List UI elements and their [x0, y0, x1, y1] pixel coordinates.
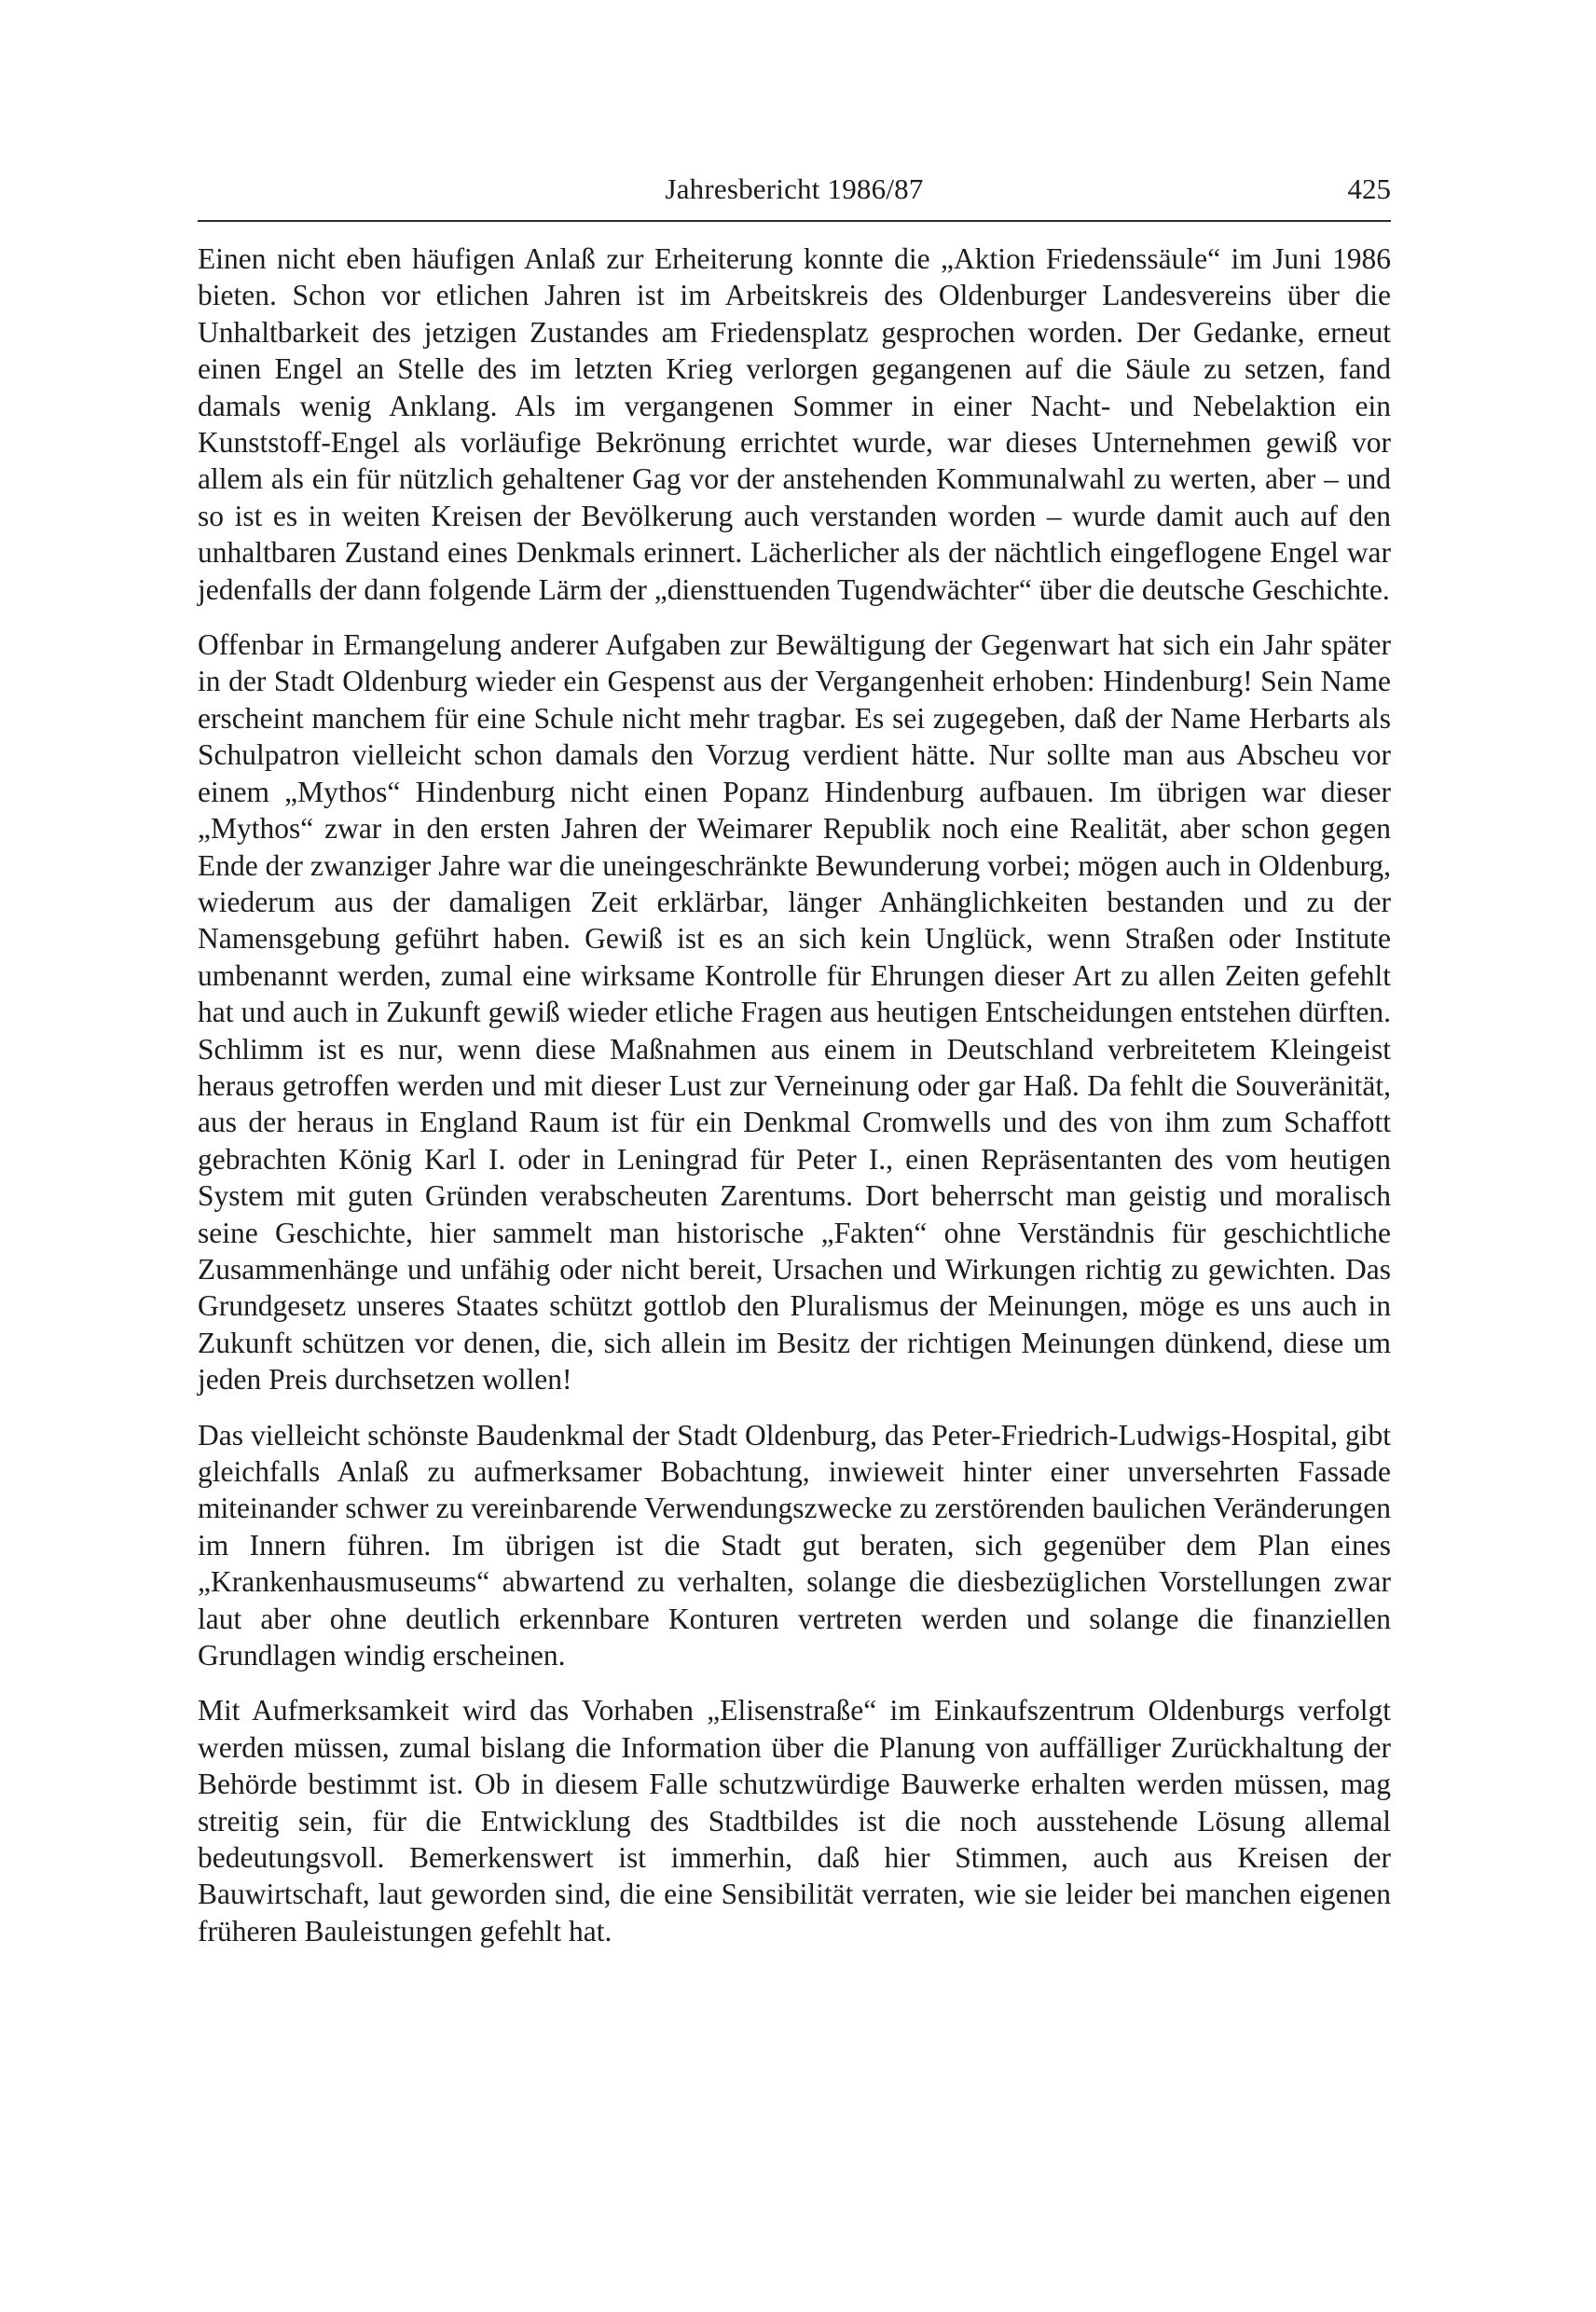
paragraph-hospital: Das vielleicht schönste Baudenkmal der Stadt Oldenburg, das Peter-Friedrich-Ludwigs-Hospital, gibt gleichfalls Anlaß zu aufmerksamer Bobachtung, inwieweit hinter einer unversehrten Fassade miteinander schwer zu vereinbarende Verwendungszwecke zu zerstörenden baulichen Veränderungen im Innern führen. Im übrigen ist die Stadt gut beraten, sich gegenüber dem Plan eines „Krankenhausmuseums“ abwartend zu verhalten, solange die diesbezüglichen Vorstellungen zwar laut aber ohne deutlich erkennbare Konturen vertreten werden und solange die finanziellen Grundlagen windig erscheinen. [198, 1418, 1391, 1672]
page-number: 425 [1347, 172, 1391, 205]
running-head-title: Jahresbericht 1986/87 [665, 172, 924, 205]
header-rule [198, 220, 1391, 222]
paragraph-hindenburg: Offenbar in Ermangelung anderer Aufgaben zur Bewältigung der Gegenwart hat sich ein Jahr später in der Stadt Oldenburg wieder ein Gespenst aus der Vergangenheit erhoben: Hindenburg! Sein Name erscheint manchem für eine Schule nicht mehr tragbar. Es sei zugegeben, daß der Name Herbarts als Schulpatron vielleicht schon damals den Vorzug verdient hätte. Nur sollte man aus Abscheu vor einem „Mythos“ Hindenburg nicht einen Popanz Hindenburg aufbauen. Im übrigen war dieser „Mythos“ zwar in den ersten Jahren der Weimarer Republik noch eine Realität, aber schon gegen Ende der zwanziger Jahre war die uneingeschränkte Bewunderung vorbei; mögen auch in Oldenburg, wiederum aus der damaligen Zeit erklärbar, länger Anhänglichkeiten bestanden und zu der Namensgebung geführt haben. Gewiß ist es an sich kein Unglück, wenn Straßen oder Institute umbenannt werden, zumal eine wirksame Kontrolle für Ehrungen dieser Art zu allen Zeiten gefehlt hat und auch in Zukunft gewiß wieder etliche Fragen aus heutigen Entscheidungen entstehen dürften. Schlimm ist es nur, wenn diese Maßnahmen aus einem in Deutschland verbreitetem Kleingeist heraus getroffen werden und mit dieser Lust zur Verneinung oder gar Haß. Da fehlt die Souveränität, aus der heraus in England Raum ist für ein Denkmal Cromwells und des von ihm zum Schaffott gebrachten König Karl I. oder in Leningrad für Peter I., einen Repräsentanten des vom heutigen System mit guten Gründen verabscheuten Zarentums. Dort beherrscht man geistig und moralisch seine Geschichte, hier sammelt man historische „Fakten“ ohne Verständnis für geschichtliche Zusammenhänge und unfähig oder nicht bereit, Ursachen und Wirkungen richtig zu gewichten. Das Grundgesetz unseres Staates schützt gottlob den Pluralismus der Meinungen, möge es uns auch in Zukunft schützen vor denen, die, sich allein im Besitz der richtigen Meinungen dünkend, diese um jeden Preis durchsetzen wollen! [198, 628, 1391, 1397]
paragraph-elisenstrasse: Mit Aufmerksamkeit wird das Vorhaben „Elisenstraße“ im Einkaufszentrum Oldenburgs verfolgt werden müssen, zumal bislang die Information über die Planung von auffälliger Zurückhaltung der Behörde bestimmt ist. Ob in diesem Falle schutzwürdige Bauwerke erhalten werden müssen, mag streitig sein, für die Entwicklung des Stadtbildes ist die noch ausstehende Lösung allemal bedeutungsvoll. Bemerkenswert ist immerhin, daß hier Stimmen, auch aus Kreisen der Bauwirtschaft, laut geworden sind, die eine Sensibilität verraten, wie sie leider bei manchen eigenen früheren Bauleistungen gefehlt hat. [198, 1694, 1391, 1947]
running-head [198, 168, 1391, 211]
document-page [198, 168, 1391, 1968]
paragraph-friedenssaeule: Einen nicht eben häufigen Anlaß zur Erheiterung konnte die „Aktion Friedenssäule“ im Juni 1986 bieten. Schon vor etlichen Jahren ist im Arbeitskreis des Oldenburger Landesvereins über die Unhaltbarkeit des jetzigen Zustandes am Friedensplatz gesprochen worden. Der Gedanke, erneut einen Engel an Stelle des im letzten Krieg verlorgen gegangenen auf die Säule zu setzen, fand damals wenig Anklang. Als im vergangenen Sommer in einer Nacht- und Nebelaktion ein Kunststoff-Engel als vorläufige Bekrönung errichtet wurde, war dieses Unternehmen gewiß vor allem als ein für nützlich gehaltener Gag vor der anstehenden Kommunalwahl zu werten, aber – und so ist es in weiten Kreisen der Bevölkerung auch verstanden worden – wurde damit auch auf den unhaltbaren Zustand eines Denkmals erinnert. Lächerlicher als der nächtlich eingeflogene Engel war jedenfalls der dann folgende Lärm der „diensttuenden Tugendwächter“ über die deutsche Geschichte. [198, 242, 1391, 606]
body-text [198, 241, 1391, 1949]
